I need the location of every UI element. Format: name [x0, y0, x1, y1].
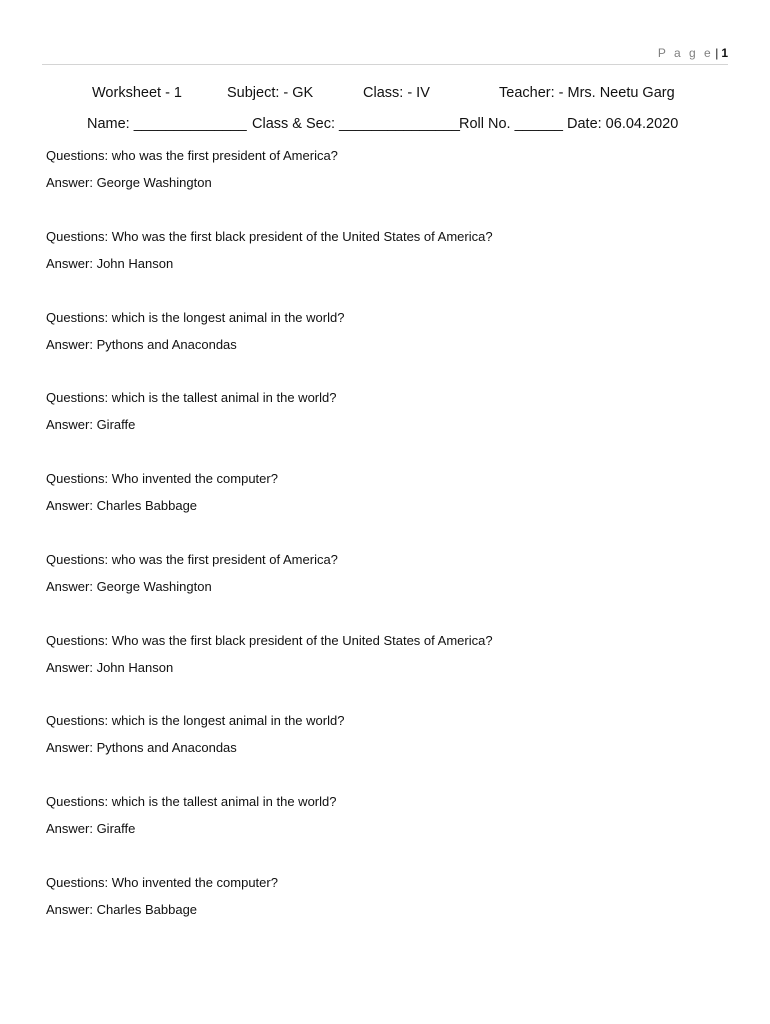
answer-text: Answer: Pythons and Anacondas — [46, 740, 237, 755]
answer-text: Answer: Charles Babbage — [46, 498, 198, 513]
question-text: Questions: Who was the first black president of the United States of America? — [46, 633, 493, 648]
question-text: Questions: which is the tallest animal in the world? — [46, 794, 337, 809]
page-number-value: 1 — [721, 46, 728, 60]
date-field: Date: 06.04.2020 — [567, 116, 679, 132]
page-label: P a g e — [657, 46, 714, 60]
question-text: Questions: which is the tallest animal in the world? — [46, 390, 337, 405]
question-text: Questions: which is the longest animal in the world? — [46, 310, 345, 325]
question-text: Questions: Who invented the computer? — [46, 471, 278, 486]
answer-text: Answer: Giraffe — [46, 821, 136, 836]
worksheet-subject: Subject: - GK — [227, 85, 314, 101]
answer-text: Answer: Pythons and Anacondas — [46, 337, 237, 352]
question-text: Questions: who was the first president of America? — [46, 552, 338, 567]
worksheet-info-row — [0, 85, 770, 105]
answer-text: Answer: George Washington — [46, 579, 212, 594]
answer-text: Answer: Giraffe — [46, 417, 136, 432]
answer-text: Answer: John Hanson — [46, 256, 174, 271]
roll-no-field: Roll No. ______ — [459, 116, 563, 132]
page-number — [658, 46, 728, 60]
worksheet-class: Class: - IV — [363, 85, 430, 101]
worksheet-title: Worksheet - 1 — [92, 85, 182, 101]
page-header — [42, 46, 728, 65]
student-fields-row — [0, 116, 770, 136]
name-field: Name: ______________ — [87, 116, 247, 132]
class-sec-field: Class & Sec: _______________ — [252, 116, 460, 132]
question-text: Questions: which is the longest animal in the world? — [46, 713, 345, 728]
page-separator: | — [715, 46, 719, 60]
worksheet-teacher: Teacher: - Mrs. Neetu Garg — [499, 85, 675, 101]
answer-text: Answer: Charles Babbage — [46, 902, 198, 917]
answer-text: Answer: John Hanson — [46, 660, 174, 675]
question-text: Questions: who was the first president of America? — [46, 148, 338, 163]
answer-text: Answer: George Washington — [46, 175, 212, 190]
question-text: Questions: Who invented the computer? — [46, 875, 278, 890]
question-text: Questions: Who was the first black president of the United States of America? — [46, 229, 493, 244]
